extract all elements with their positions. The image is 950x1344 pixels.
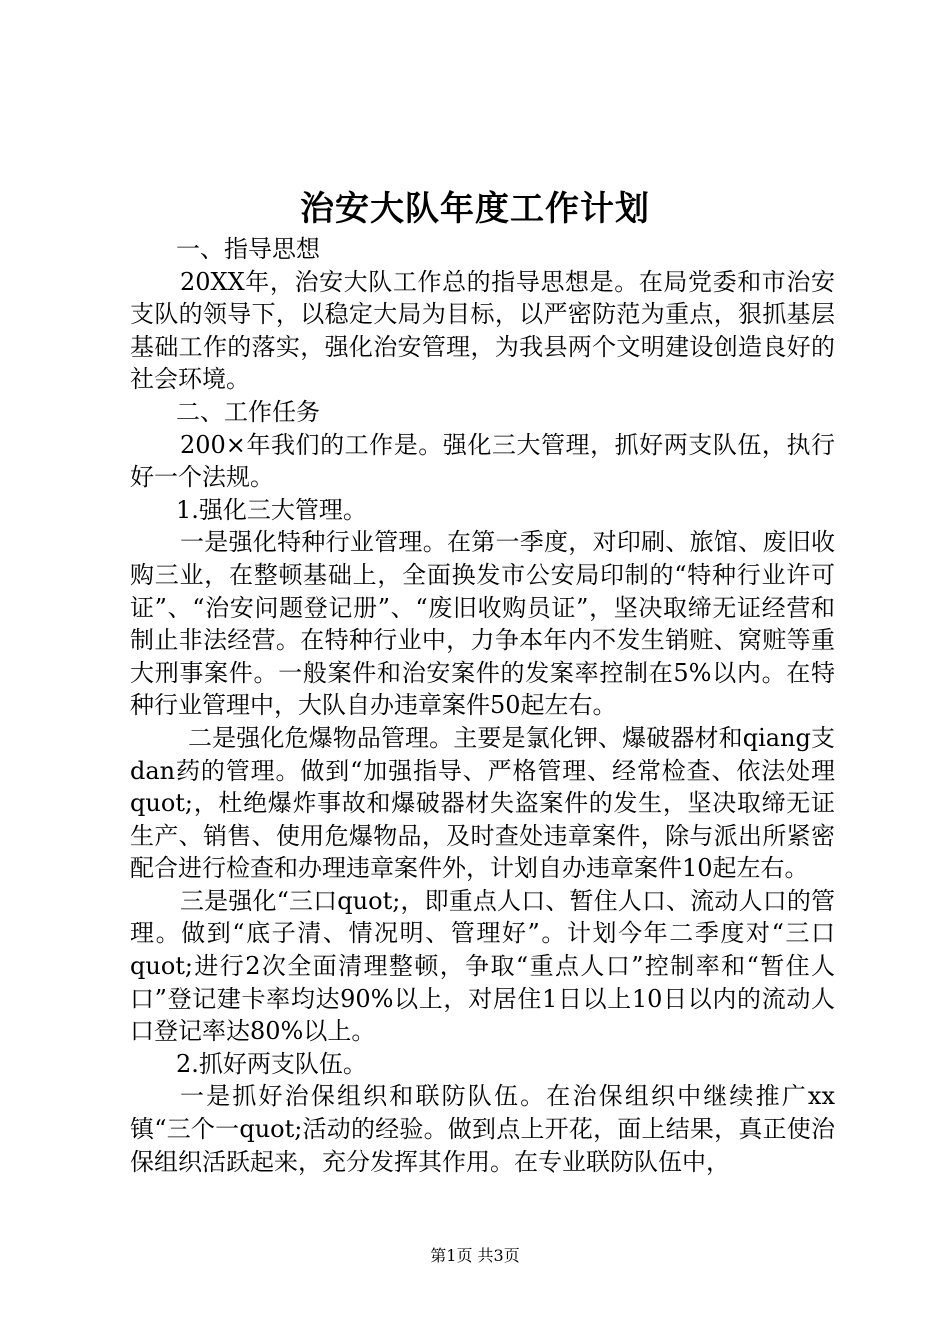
subsection-heading: 1.强化三大管理。	[176, 495, 367, 524]
document-body	[130, 233, 835, 1178]
page-footer: 第1页 共3页	[430, 1246, 520, 1265]
paragraph: 一是抓好治保组织和联防队伍。在治保组织中继续推广xx镇“三个一quot;活动的经验。做到点上开花，面上结果，真正使治保组织活跃起来，充分发挥其作用。在专业联防队伍中，	[130, 1082, 835, 1176]
subsection-heading: 2.抓好两支队伍。	[176, 1049, 367, 1078]
paragraph: 二是强化危爆物品管理。主要是氯化钾、爆破器材和qiang支dan药的管理。做到“加强指导、严格管理、经常检查、依法处理quot;，杜绝爆炸事故和爆破器材失盗案件的发生，坚决取缔无证生产、销售、使用危爆物品，及时查处违章案件，除与派出所紧密配合进行检查和办理违章案件外，计划自办违章案件10起左右。	[130, 723, 835, 883]
document-title: 治安大队年度工作计划	[300, 189, 650, 229]
paragraph: 三是强化“三口quot;，即重点人口、暂住人口、流动人口的管理。做到“底子清、情况明、管理好”。计划今年二季度对“三口quot;进行2次全面清理整顿，争取“重点人口”控制率和“暂住人口”登记建卡率均达90%以上，对居住1日以上10日以内的流动人口登记率达80%以上。	[130, 886, 835, 1046]
paragraph: 一是强化特种行业管理。在第一季度，对印刷、旅馆、废旧收购三业，在整顿基础上，全面换发市公安局印制的“特种行业许可证”、“治安问题登记册”、“废旧收购员证”，坚决取缔无证经营和制止非法经营。在特种行业中，力争本年内不发生销赃、窝赃等重大刑事案件。一般案件和治安案件的发案率控制在5%以内。在特种行业管理中，大队自办违章案件50起左右。	[130, 528, 835, 720]
paragraph: 20XX年，治安大队工作总的指导思想是。在局党委和市治安支队的领导下，以稳定大局为目标，以严密防范为重点，狠抓基层基础工作的落实，强化治安管理，为我县两个文明建设创造良好的社会环境。	[130, 267, 835, 394]
section-heading: 二、工作任务	[176, 397, 320, 426]
section-heading: 一、指导思想	[176, 235, 320, 263]
paragraph: 200×年我们的工作是。强化三大管理，抓好两支队伍，执行好一个法规。	[130, 430, 835, 492]
